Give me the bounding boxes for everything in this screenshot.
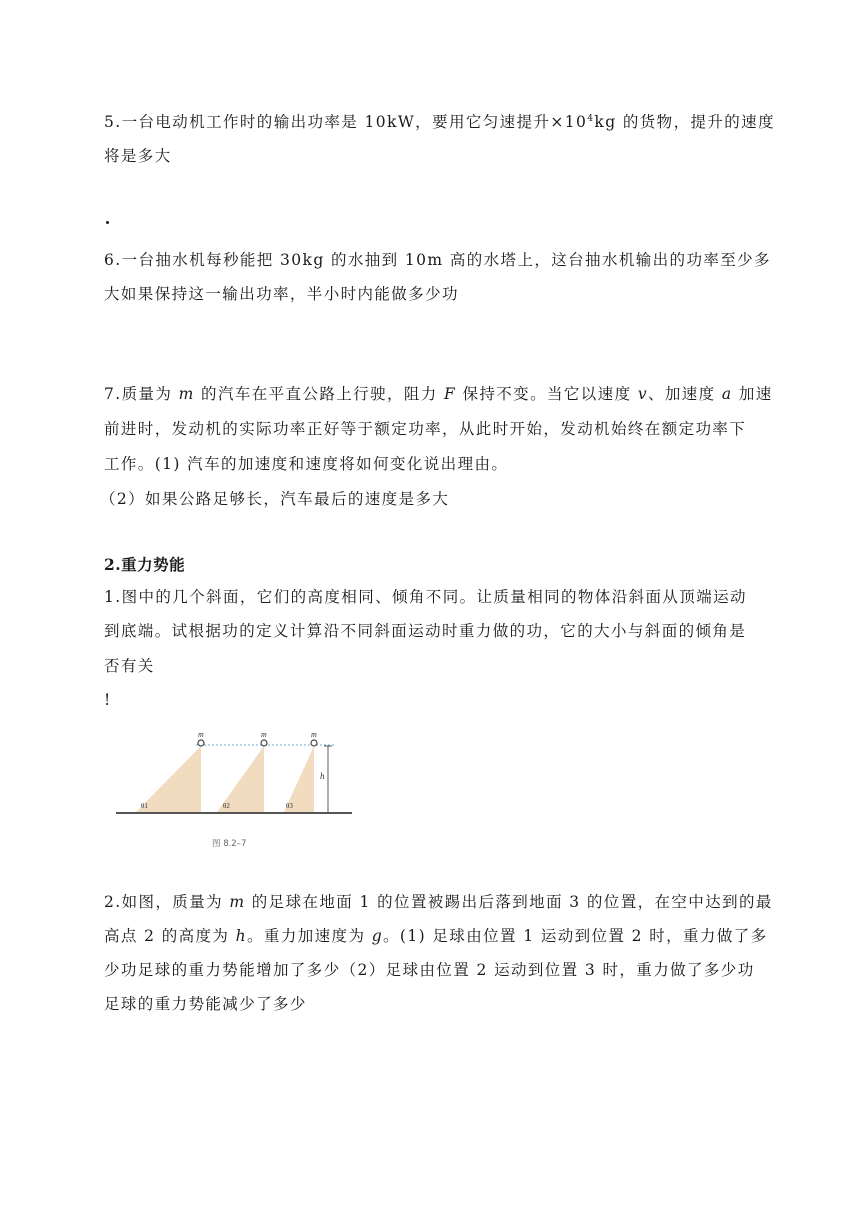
exclamation-mark: ! [104,691,112,709]
angle-label-3: θ3 [286,802,293,810]
figure-caption: 图 8.2–7 [212,839,247,849]
s2q2-line-4: 足球的重力势能减少了多少 [104,995,307,1013]
incline-figure [116,726,356,856]
s2q2-line-1: 2.如图，质量为 m 的足球在地面 1 的位置被踢出后落到地面 3 的位置，在空中达到的最 [104,893,773,911]
q7-line-1: 7.质量为 m 的汽车在平直公路上行驶，阻力 F 保持不变。当它以速度 v、加速度 a 加速 [104,385,773,403]
q6-line-1: 6.一台抽水机每秒能把 30kg 的水抽到 10m 高的水塔上，这台抽水机输出的功率至少多 [104,251,771,269]
mass-ball-1 [198,740,204,746]
q7-line-3: 工作。(1) 汽车的加速度和速度将如何变化说出理由。 [104,455,509,473]
s2q2-line-2: 高点 2 的高度为 h。重力加速度为 g。(1) 足球由位置 1 运动到位置 2 时，重力做了多 [104,927,768,945]
mass-label-2: m [261,730,267,739]
s2q1-line-1: 1.图中的几个斜面，它们的高度相同、倾角不同。让质量相同的物体沿斜面从顶端运动 [104,588,747,606]
angle-label-2: θ2 [223,802,230,810]
q5-line-1: 5.一台电动机工作时的输出功率是 10kW，要用它匀速提升$\times 10^4kg$ 的货物，提升的速度 [104,113,775,131]
angle-label-1: θ1 [141,802,148,810]
section-heading: 2.重力势能 [104,555,186,574]
s2q1-line-2: 到底端。试根据功的定义计算沿不同斜面运动时重力做的功，它的大小与斜面的倾角是 [104,622,747,640]
mass-ball-3 [311,740,317,746]
s2q1-line-3: 否有关 [104,657,155,675]
q7-line-2: 前进时，发动机的实际功率正好等于额定功率，从此时开始，发动机始终在额定功率下 [104,420,747,438]
height-label: h [320,771,325,781]
mass-ball-2 [261,740,267,746]
mass-label-3: m [311,730,317,739]
q5-line-2: 将是多大 [104,147,172,165]
s2q2-line-3: 少功足球的重力势能增加了多少（2）足球由位置 2 运动到位置 3 时，重力做了多少功 [104,961,755,979]
mass-label-1: m [198,730,204,739]
q7-line-4: （2）如果公路足够长，汽车最后的速度是多大 [100,490,450,508]
incline-diagram [116,726,356,856]
q6-line-2: 大如果保持这一输出功率，半小时内能做多少功 [104,285,459,303]
bullet-dot [106,221,109,224]
